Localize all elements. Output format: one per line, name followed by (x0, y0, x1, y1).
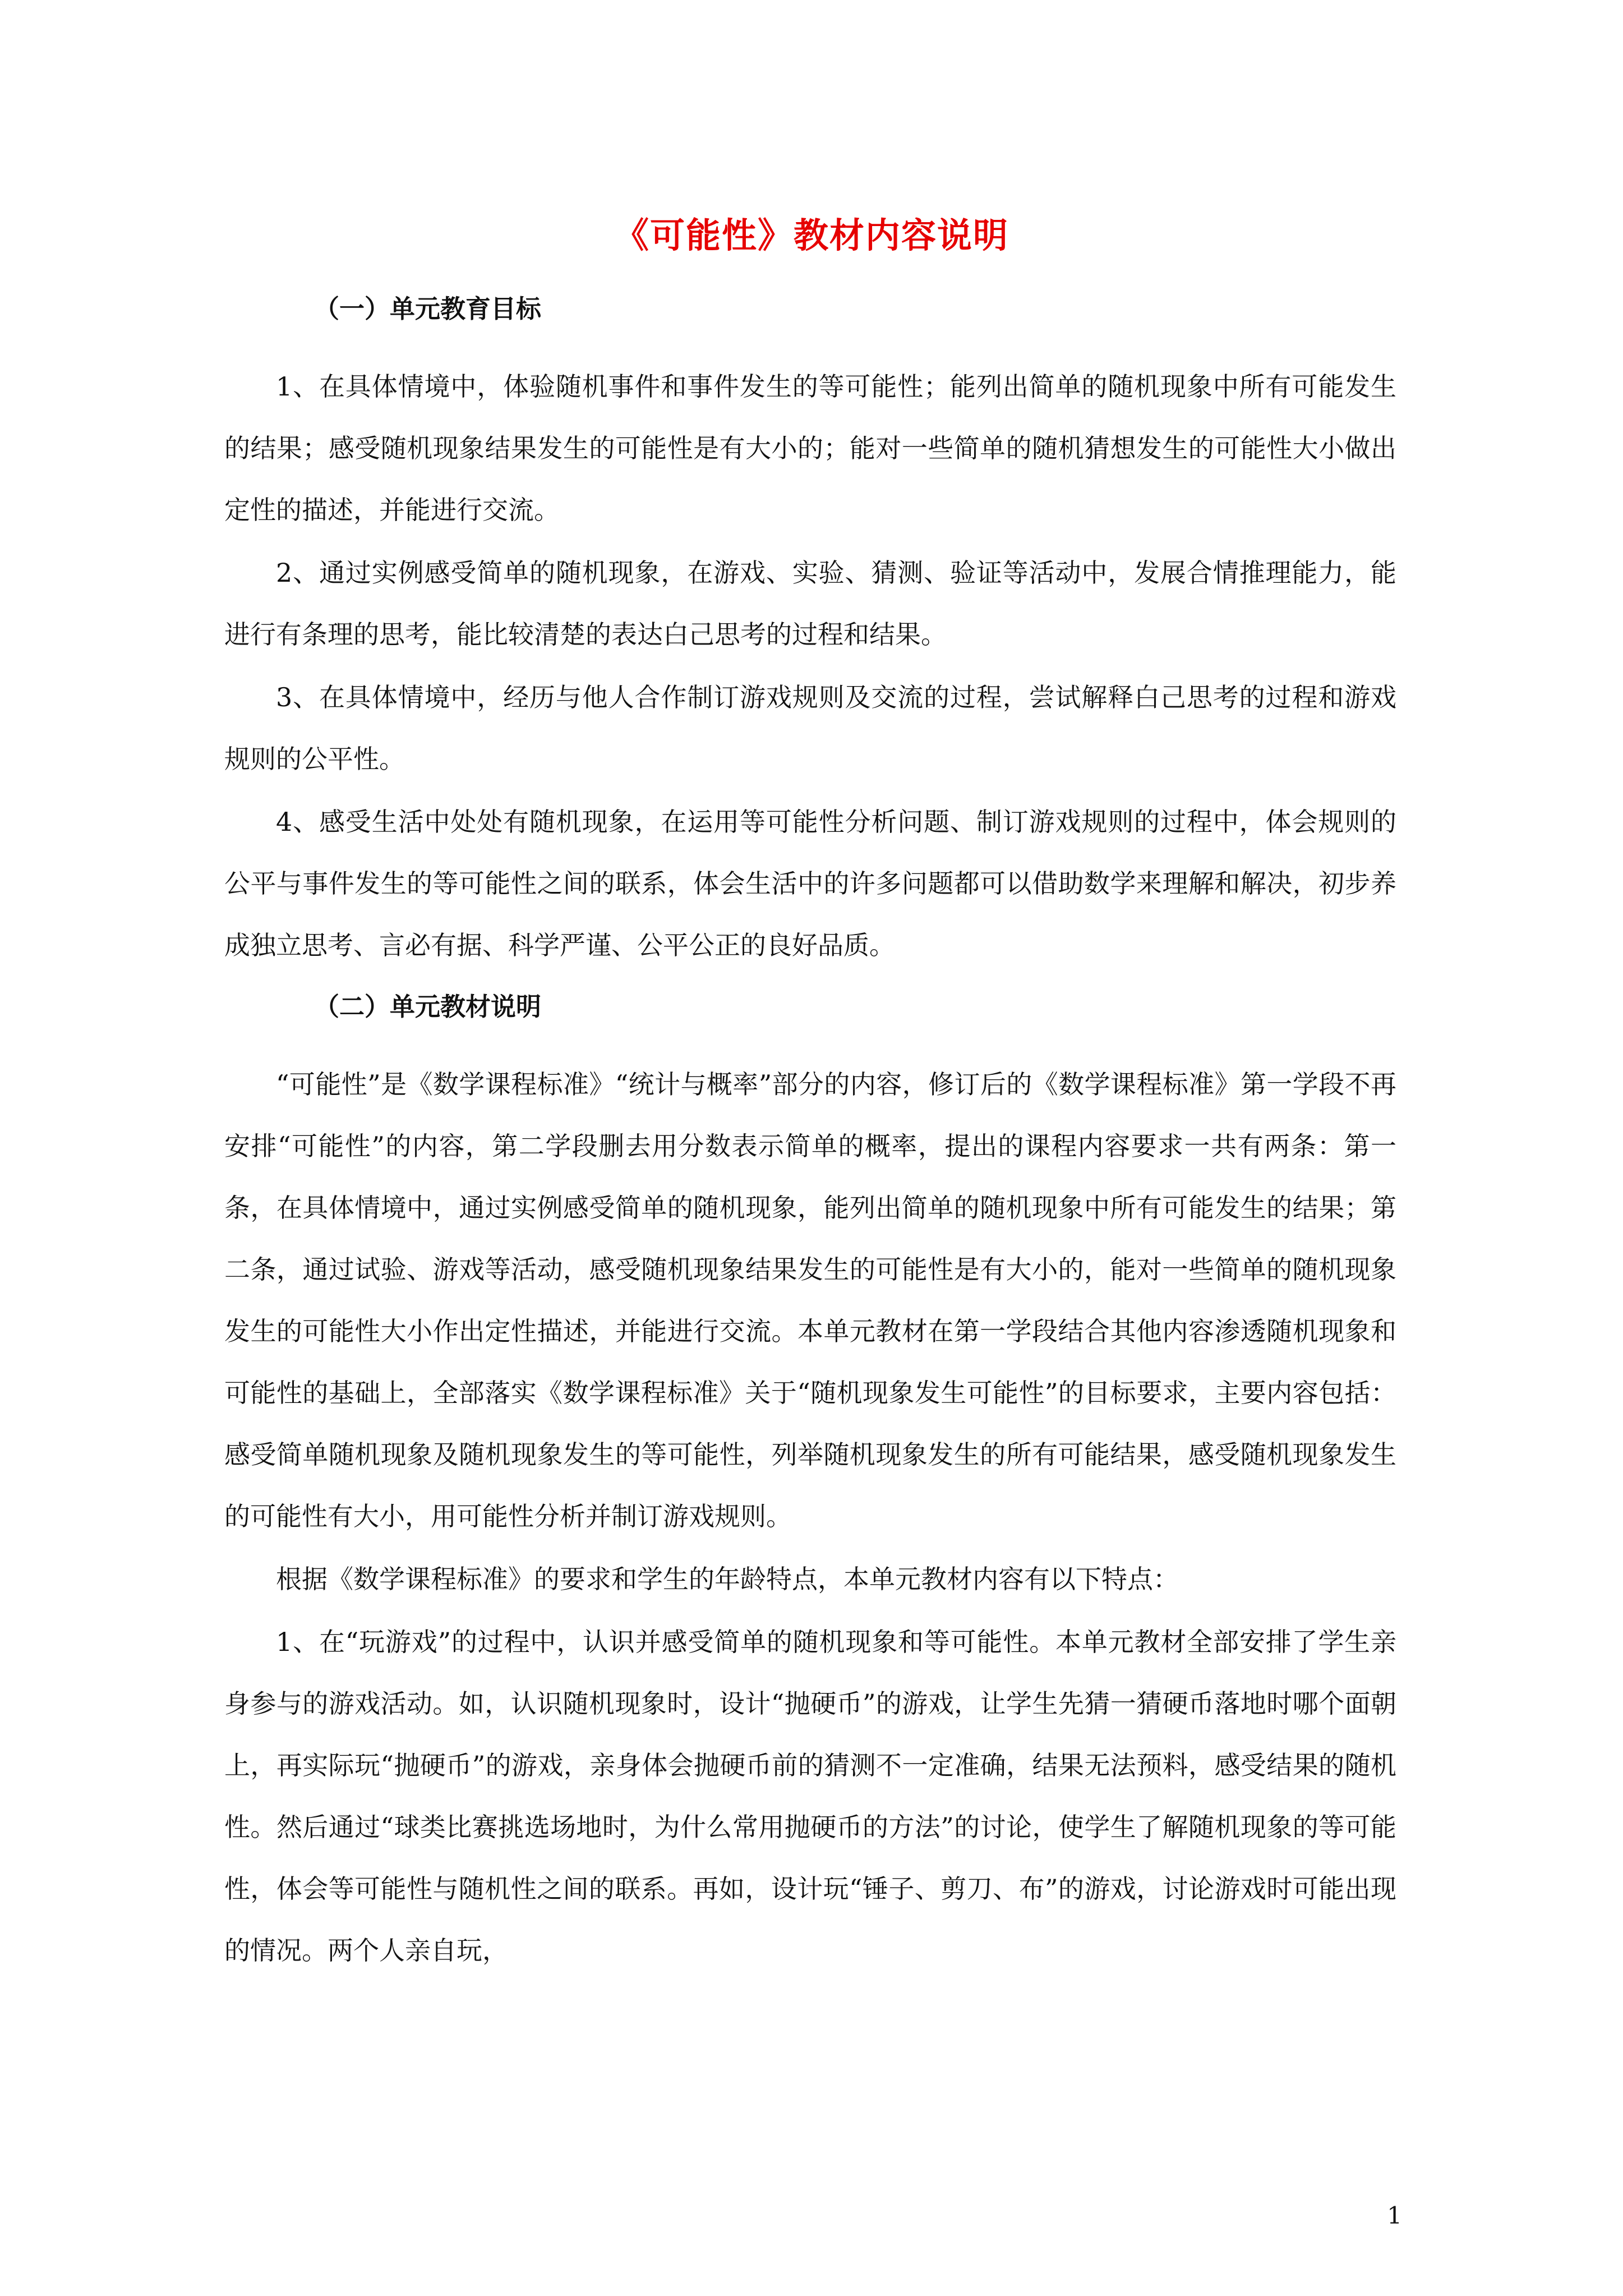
goal-item-4: 4、感受生活中处处有随机现象，在运用等可能性分析问题、制订游戏规则的过程中，体会规则的公平与事件发生的等可能性之间的联系，体会生活中的许多问题都可以借助数学来理解和解决，初步养成独立思考、言必有据、科学严谨、公平公正的良好品质。 (224, 807, 1396, 960)
goal-item-2: 2、通过实例感受简单的随机现象，在游戏、实验、猜测、验证等活动中，发展合情推理能力，能进行有条理的思考，能比较清楚的表达白己思考的过程和结果。 (224, 558, 1396, 650)
section-heading-materials: （二）单元教材说明 (314, 992, 542, 1022)
page-number: 1 (1387, 2202, 1402, 2229)
materials-paragraph-2: 根据《数学课程标准》的要求和学生的年龄特点，本单元教材内容有以下特点： (276, 1564, 1179, 1594)
goal-item-3: 3、在具体情境中，经历与他人合作制订游戏规则及交流的过程，尝试解释白己思考的过程和游戏规则的公平性。 (224, 682, 1396, 774)
document-title: 《可能性》教材内容说明 (614, 215, 1009, 256)
section-heading-goals: （一）单元教育目标 (314, 294, 542, 324)
document-body (224, 292, 1396, 1981)
materials-paragraph-1: “可能性”是《数学课程标准》“统计与概率”部分的内容，修订后的《数学课程标准》第一学段不再安排“可能性”的内容，第二学段删去用分数表示简单的概率，提出的课程内容要求一共有两条：第一条，在具体情境中，通过实例感受简单的随机现象，能列出简单的随机现象中所有可能发生的结果；第二条，通过试验、游戏等活动，感受随机现象结果发生的可能性是有大小的，能对一些简单的随机现象发生的可能性大小作出定性描述，并能进行交流。本单元教材在第一学段结合其他内容渗透随机现象和可能性的基础上，全部落实《数学课程标准》关于“随机现象发生可能性”的目标要求，主要内容包括：感受简单随机现象及随机现象发生的等可能性，列举随机现象发生的所有可能结果，感受随机现象发生的可能性有大小，用可能性分析并制订游戏规则。 (224, 1069, 1396, 1531)
materials-paragraph-3: 1、在“玩游戏”的过程中，认识并感受简单的随机现象和等可能性。本单元教材全部安排了学生亲身参与的游戏活动。如，认识随机现象时，设计“抛硬币”的游戏，让学生先猜一猜硬币落地时哪个面朝上，再实际玩“抛硬币”的游戏，亲身体会抛硬币前的猜测不一定准确，结果无法预料，感受结果的随机性。然后通过“球类比赛挑选场地时，为什么常用抛硬币的方法”的讨论，使学生了解随机现象的等可能性，体会等可能性与随机性之间的联系。再如，设计玩“锤子、剪刀、布”的游戏，讨论游戏时可能出现的情况。两个人亲自玩， (224, 1627, 1396, 1966)
goal-item-1: 1、在具体情境中，体验随机事件和事件发生的等可能性；能列出简单的随机现象中所有可能发生的结果；感受随机现象结果发生的可能性是有大小的；能对一些简单的随机猜想发生的可能性大小做出定性的描述，并能进行交流。 (224, 371, 1396, 525)
